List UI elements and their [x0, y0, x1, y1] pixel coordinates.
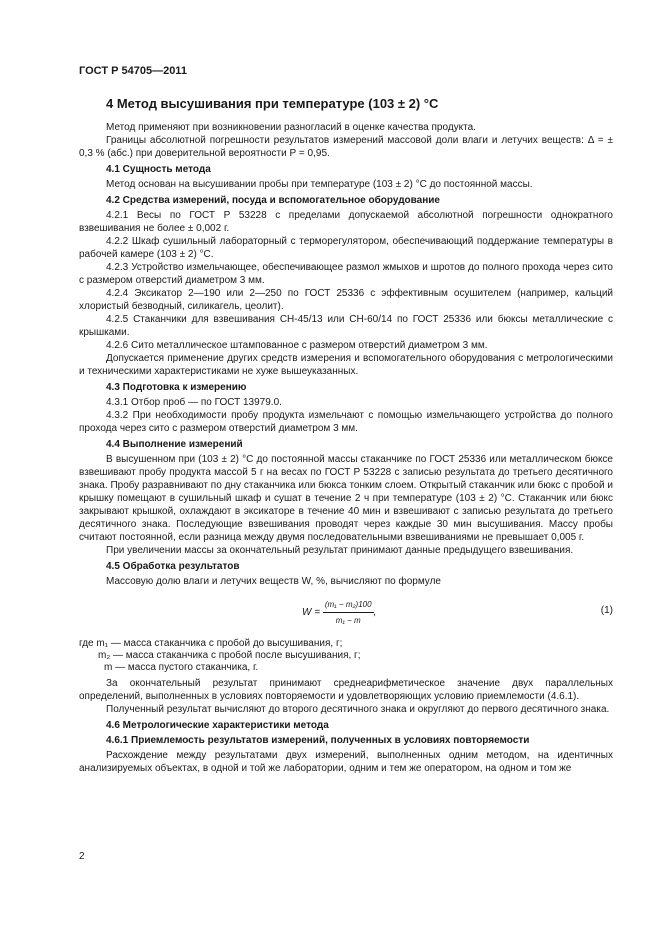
document-header: ГОСТ Р 54705—2011 — [79, 65, 187, 77]
list-item: 4.2.1 Весы по ГОСТ Р 53228 с пределами допускаемой абсолютной погрешности однократного взвешивания не более ± 0,002 г. — [79, 210, 613, 234]
document-body — [79, 96, 613, 775]
equation-number: (1) — [600, 605, 613, 616]
list-item: 4.2.6 Сито металлическое штампованное с размером отверстий диаметром 3 мм. — [106, 340, 488, 351]
paragraph: Массовую долю влаги и летучих веществ W, %, вычисляют по формуле — [106, 576, 441, 587]
formula-denominator: m₁ − m — [335, 616, 361, 625]
page-number: 2 — [79, 851, 85, 862]
subsection-title: 4.5 Обработка результатов — [106, 561, 240, 572]
paragraph: Метод применяют при возникновении разногласий в оценке качества продукта. — [106, 122, 476, 133]
paragraph: Границы абсолютной погрешности результатов измерений массовой доли влаги и летучих веществ: Δ = ± 0,3 % (абс.) при доверительной вероятности Р = 0,95. — [79, 135, 613, 159]
variable-definition: m₂ — масса стаканчика с пробой после высушивания, г; — [98, 650, 361, 661]
formula-comma: , — [373, 607, 377, 619]
variable-definition: m — масса пустого стаканчика, г. — [104, 662, 259, 673]
list-item: 4.2.4 Эксикатор 2—190 или 2—250 по ГОСТ 25336 с эффективным осушителем (например, кальций хлористый безводный, силикагель, цеолит). — [79, 288, 613, 312]
formula-fraction — [323, 598, 374, 627]
variable-definition: где m₁ — масса стаканчика с пробой до высушивания, г; — [79, 638, 343, 649]
paragraph: При увеличении массы за окончательный результат принимают данные предыдущего взвешивания. — [106, 545, 574, 556]
formula-block — [79, 594, 613, 634]
variable-definitions — [79, 638, 613, 674]
subsection-title: 4.4 Выполнение измерений — [106, 439, 243, 450]
list-item: 4.2.3 Устройство измельчающее, обеспечивающее размол жмыхов и шротов до полного прохода через сито с размером отверстий диаметром 3 мм. — [79, 262, 613, 286]
formula — [302, 598, 376, 627]
list-item: 4.3.1 Отбор проб — по ГОСТ 13979.0. — [106, 397, 282, 408]
paragraph: За окончательный результат принимают среднеарифметическое значение двух параллельных определений, выполненных в условиях повторяемости и удовлетворяющих условию приемлемости (4.6.1). — [79, 678, 613, 702]
paragraph: Метод основан на высушивании пробы при температуре (103 ± 2) °С до постоянной массы. — [106, 179, 533, 190]
formula-numerator: (m₁ − m₂)100 — [323, 598, 374, 613]
paragraph: Допускается применение других средств измерения и вспомогательного оборудования с метрологическими и техническими характеристиками не хуже вышеуказанных. — [79, 353, 613, 377]
subsection-title: 4.2 Средства измерений, посуда и вспомогательное оборудование — [106, 195, 440, 206]
subsection-title: 4.3 Подготовка к измерению — [106, 382, 247, 393]
subsubsection-title: 4.6.1 Приемлемость результатов измерений, полученных в условиях повторяемости — [106, 735, 530, 746]
list-item: 4.3.2 При необходимости пробу продукта измельчают с помощью измельчающего устройства до полного прохода через сито с размером отверстий диаметром 3 мм. — [79, 410, 613, 434]
formula-lhs: W = — [302, 607, 321, 619]
subsection-title: 4.6 Метрологические характеристики метода — [106, 720, 329, 731]
paragraph: В высушенном при (103 ± 2) °С до постоянной массы стаканчике по ГОСТ 25336 или металлическом бюксе взвешивают пробу продукта массой 5 г на весах по ГОСТ Р 53228 с записью результата до третьего десятичного знака. Пробу разравнивают по дну стаканчика или бюкса тонким слоем. Открытый стаканчик или бюкс с пробой и крышку помещают в сушильный шкаф и сушат в течение 2 ч при температуре (103 ± 2) °С. Стаканчик или бюкс закрывают крышкой, охлаждают в эксикаторе в течение 40 мин и взвешивают с записью результата до третьего десятичного знака. Последующие взвешивания проводят через каждые 30 мин высушивания. Массу пробы считают постоянной, если разница между двумя последовательными взвешиваниями не превышает 0,005 г. — [79, 454, 613, 543]
subsection-title: 4.1 Сущность метода — [106, 164, 211, 175]
paragraph: Расхождение между результатами двух измерений, выполненных одним методом, на идентичных анализируемых объектах, в одной и той же лаборатории, одним и тем же оператором, на одном и том же — [79, 750, 613, 774]
list-item: 4.2.2 Шкаф сушильный лабораторный с терморегулятором, обеспечивающий поддержание температуры в рабочей камере (103 ± 2) °С. — [79, 236, 613, 260]
list-item: 4.2.5 Стаканчики для взвешивания СН-45/13 или СН-60/14 по ГОСТ 25336 или бюксы металлические с крышками. — [79, 314, 613, 338]
paragraph: Полученный результат вычисляют до второго десятичного знака и округляют до первого десятичного знака. — [106, 704, 610, 715]
section-title: 4 Метод высушивания при температуре (103 ± 2) °С — [106, 96, 439, 111]
